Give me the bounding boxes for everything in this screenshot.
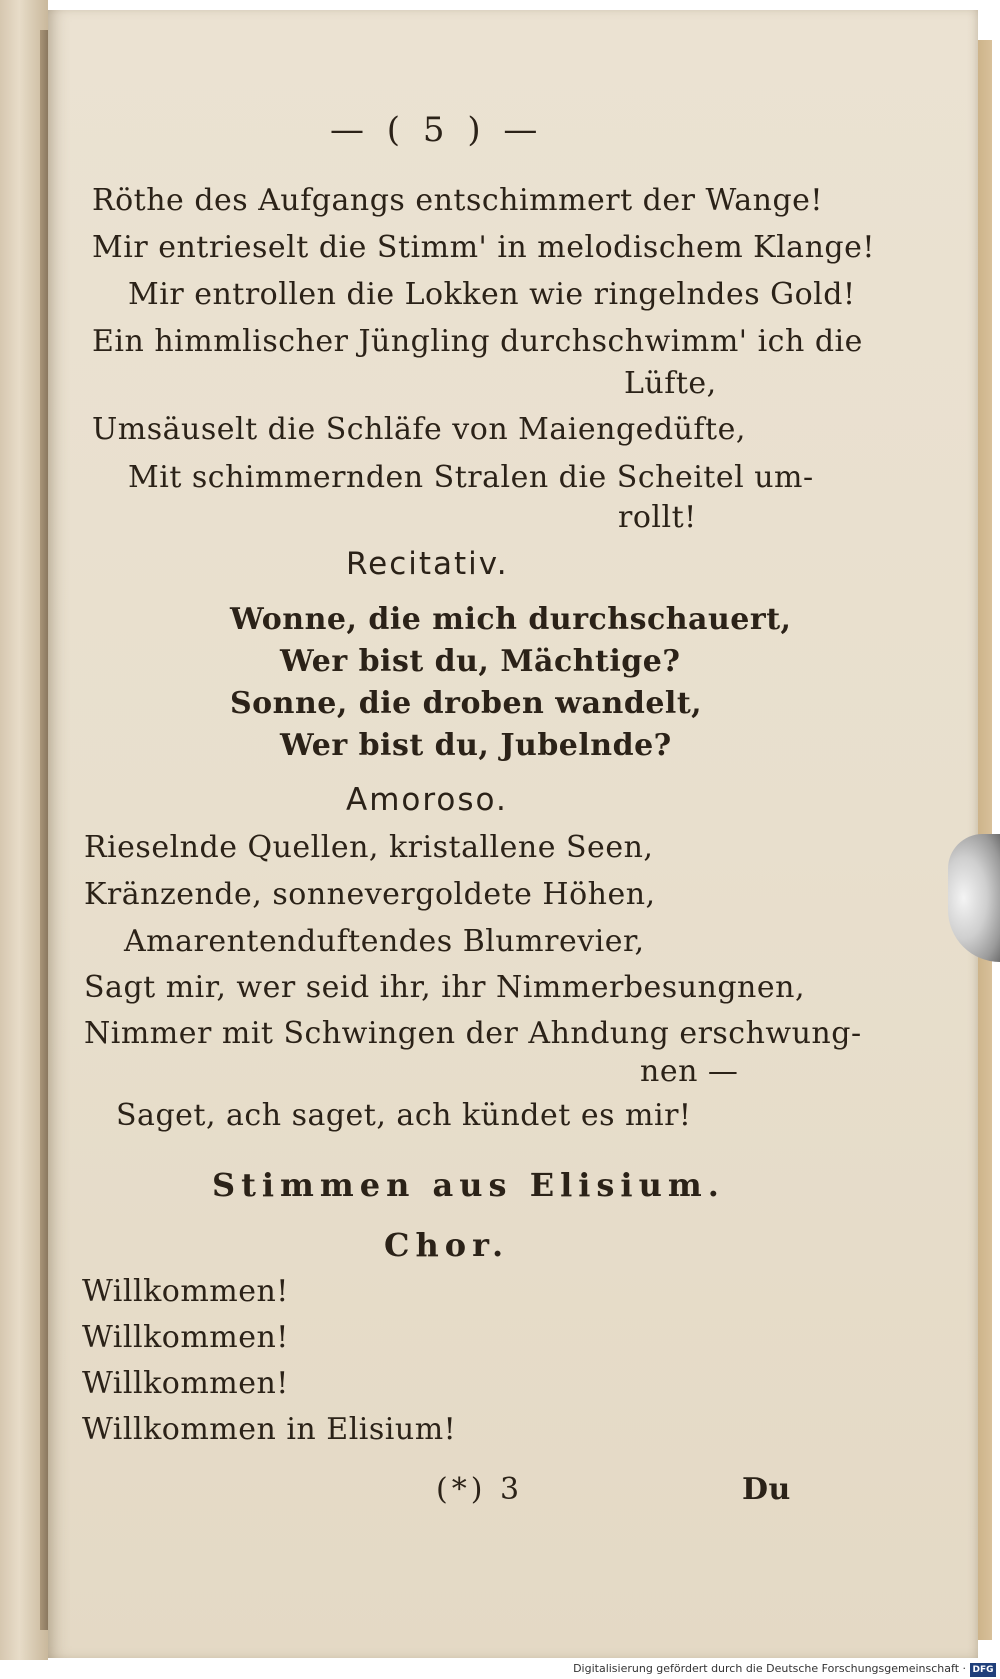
verse-line: Wer bist du, Jubelnde? <box>280 728 672 763</box>
verse-line: Mit schimmernden Stralen die Scheitel um- <box>128 460 814 495</box>
verse-line: Mir entrollen die Lokken wie ringelndes Gold! <box>128 277 856 312</box>
book-left-edge <box>0 0 48 1660</box>
verse-line: Nimmer mit Schwingen der Ahndung erschwung- <box>84 1016 862 1051</box>
digitization-footer <box>0 1662 1000 1679</box>
verse-line: Willkommen! <box>82 1366 289 1401</box>
section-heading-chor: Chor. <box>384 1226 510 1264</box>
catchword: Du <box>742 1472 791 1507</box>
verse-line: Wer bist du, Mächtige? <box>280 644 681 679</box>
verse-line: Röthe des Aufgangs entschimmert der Wange! <box>92 183 823 218</box>
section-heading-recitativ: Recitativ. <box>346 546 509 582</box>
verse-line: Wonne, die mich durchschauert, <box>230 602 792 637</box>
verse-line: Sonne, die droben wandelt, <box>230 686 703 721</box>
verse-line: Kränzende, sonnevergoldete Höhen, <box>84 877 656 912</box>
dfg-logo: DFG <box>970 1663 996 1677</box>
verse-line-continuation: Lüfte, <box>624 366 717 401</box>
verse-line: Ein himmlischer Jüngling durchschwimm' ich die <box>92 324 863 359</box>
verse-line-continuation: nen — <box>640 1054 739 1089</box>
verse-line: Umsäuselt die Schläfe von Maiengedüfte, <box>92 412 746 447</box>
verse-line: Saget, ach saget, ach kündet es mir! <box>116 1098 692 1133</box>
section-heading-stimmen: Stimmen aus Elisium. <box>212 1166 725 1204</box>
verse-line: Willkommen! <box>82 1320 289 1355</box>
verse-line: Willkommen! <box>82 1274 289 1309</box>
section-heading-amoroso: Amoroso. <box>346 782 508 818</box>
footer-credit: Digitalisierung gefördert durch die Deutsche Forschungsgemeinschaft · <box>573 1662 966 1675</box>
verse-line-continuation: rollt! <box>618 500 697 535</box>
verse-line: Rieselnde Quellen, kristallene Seen, <box>84 830 654 865</box>
page-number: — ( 5 ) — <box>330 110 544 150</box>
verse-line: Amarentenduftendes Blumrevier, <box>124 924 645 959</box>
verse-line: Mir entrieselt die Stimm' in melodischem Klange! <box>92 230 875 265</box>
signature-mark: (*) 3 <box>436 1472 524 1507</box>
verse-line: Willkommen in Elisium! <box>82 1412 457 1447</box>
verse-line: Sagt mir, wer seid ihr, ihr Nimmerbesungnen, <box>84 970 805 1005</box>
